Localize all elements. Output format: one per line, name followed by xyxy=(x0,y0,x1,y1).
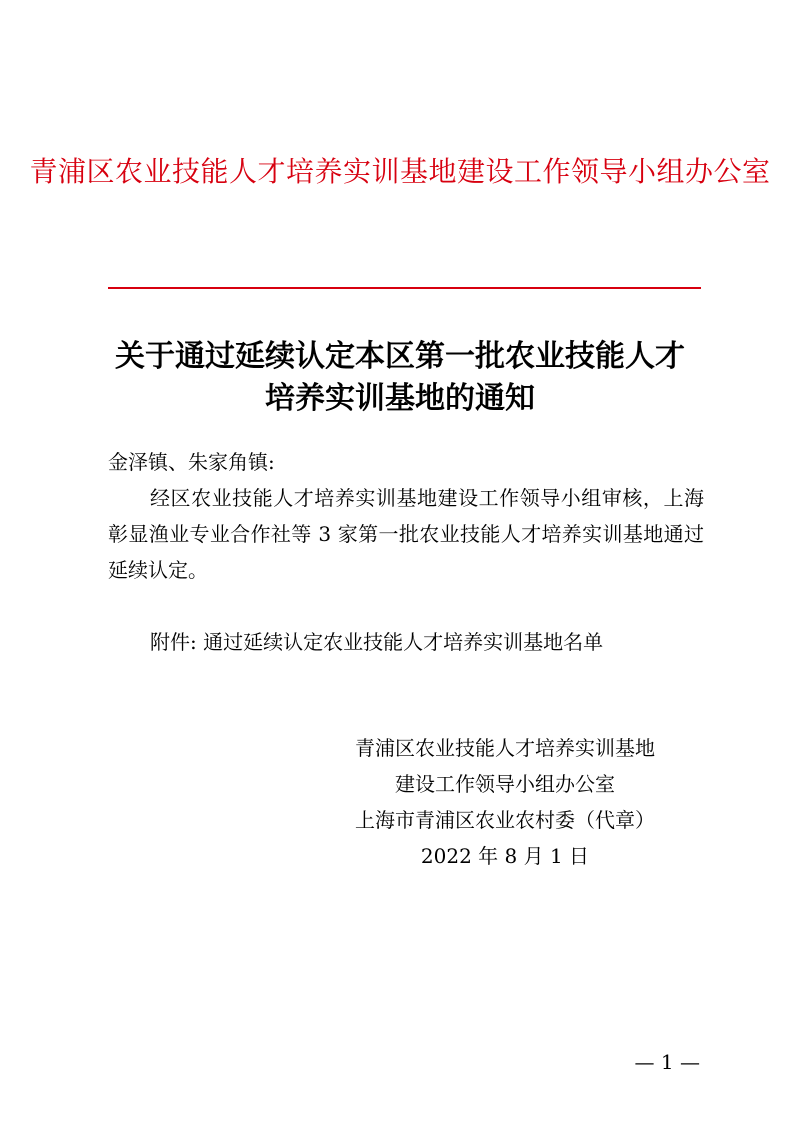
attachment-note: 附件: 通过延续认定农业技能人才培养实训基地名单 xyxy=(150,630,604,654)
red-divider-line xyxy=(108,287,701,289)
page-number: — 1 — xyxy=(634,1050,700,1074)
body-paragraph: 经区农业技能人才培养实训基地建设工作领导小组审核，上海彰显渔业专业合作社等 3 家第一批农业技能人才培养实训基地通过延续认定。 xyxy=(108,486,704,582)
addressee: 金泽镇、朱家角镇: xyxy=(108,450,275,474)
issuer-header: 青浦区农业技能人才培养实训基地建设工作领导小组办公室 xyxy=(29,155,771,188)
title-line-1: 关于通过延续认定本区第一批农业技能人才 xyxy=(115,339,685,374)
signature-line-1: 青浦区农业技能人才培养实训基地 xyxy=(355,736,655,760)
document-title xyxy=(0,336,800,420)
signature-line-3: 上海市青浦区农业农村委（代章） xyxy=(355,808,655,832)
signature-date: 2022 年 8 月 1 日 xyxy=(420,844,590,868)
title-line-2: 培养实训基地的通知 xyxy=(265,381,535,416)
signature-block xyxy=(320,730,690,874)
signature-line-2: 建设工作领导小组办公室 xyxy=(395,772,615,796)
